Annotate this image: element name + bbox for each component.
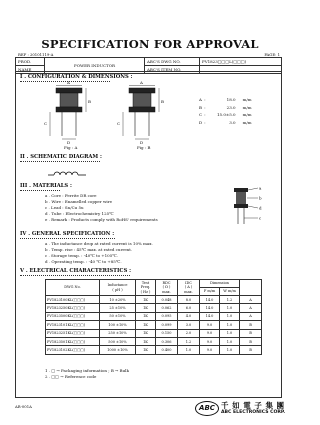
table-cell: 1.0 (220, 321, 240, 329)
name-label: NAME (16, 66, 45, 74)
table-cell: 3.0 (178, 321, 200, 329)
col-testfreq-header (136, 280, 156, 296)
table-cell: 4.0 (178, 312, 200, 320)
table-cell: 250 ±10% (100, 329, 136, 337)
col-idc-header (178, 280, 200, 296)
product-name: POWER INDUCTOR (45, 58, 145, 74)
table-cell: 6.0 (178, 304, 200, 312)
dim-key: C (199, 112, 203, 117)
general-spec-item: b . Temp. rise : 45℃ max. at rated current. (45, 247, 133, 252)
col-idc-max: max. (184, 289, 193, 294)
table-row (46, 337, 262, 345)
svg-text:d: d (259, 205, 262, 211)
fig-a-label-c: C (44, 121, 48, 126)
dimension-list (198, 96, 253, 126)
table-cell: 9.0 (200, 321, 220, 329)
table-row (46, 312, 262, 320)
table-cell: 1.0 (220, 346, 240, 354)
dim-value: 3.0 (229, 119, 236, 125)
table-cell: 0.095 (156, 312, 178, 320)
col-idc-label: IDC (185, 281, 192, 286)
dim-unit: m/m (242, 112, 252, 117)
section-electrical-heading: V . ELECTRICAL CHARACTERISTICS : (20, 268, 132, 274)
dimension-row: C : 15.0±5.0 m/m (199, 112, 252, 117)
table-row (46, 304, 262, 312)
fig-b-label-a: A (140, 80, 143, 85)
fig-b-label-b: B (161, 99, 164, 104)
table-cell: 1.0 (220, 312, 240, 320)
fig-a-caption: Fig : A (64, 145, 78, 150)
dimension-row: A : 18.0 m/m (199, 97, 252, 102)
electrical-table-body (46, 296, 262, 355)
col-testfreq-label2: Freq. (140, 285, 151, 290)
svg-text:a: a (259, 186, 262, 191)
table-cell: 14.0 (200, 304, 220, 312)
section-divider (20, 161, 100, 162)
table-cell: A (240, 312, 262, 320)
col-testfreq-label: Test (141, 281, 150, 286)
col-idc-unit: ( A ) (184, 285, 193, 290)
fig-b-label-c: C (117, 121, 121, 126)
col-rdc-header (156, 280, 178, 296)
table-cell: 1K (136, 296, 156, 304)
table-cell: 2.0 (178, 329, 200, 337)
col-rdc-unit: ( Ω ) (162, 285, 171, 290)
dimension-row: D : 3.0 m/m (199, 119, 252, 125)
table-cell: PV1823250KL(□□□) (46, 304, 100, 312)
table-cell: PV1823102KL(□□□) (46, 346, 100, 354)
col-rdc-max: max. (162, 289, 171, 294)
table-row (46, 329, 262, 337)
col-f-header: F m/m (200, 288, 220, 296)
col-rdc-label: RDC (162, 281, 171, 286)
section-divider (20, 81, 110, 82)
col-inductance-header (100, 280, 136, 296)
table-cell: 1.0 (220, 329, 240, 337)
material-item: c . Lead : Sn/Cu 5u (45, 205, 84, 210)
table-cell: 0.099 (156, 321, 178, 329)
general-spec-item: c . Storage temp. : -40℃ to +105℃. (45, 253, 119, 258)
table-row (46, 346, 262, 354)
dim-key: B (199, 104, 202, 110)
page-title: SPECIFICATION FOR APPROVAL (41, 37, 259, 51)
table-cell: PV1823251KL(□□□) (46, 329, 100, 337)
table-cell: 0.048 (156, 296, 178, 304)
dwg-label: ABC'S DWG NO. (145, 58, 200, 66)
note-item: 1 . □ → Packaging information ; B → Bulk (45, 368, 129, 373)
table-cell: 1.0 (220, 304, 240, 312)
col-inductance-label: Inductance (107, 283, 128, 288)
svg-text:b: b (259, 195, 262, 201)
fig-a-label-d: D (67, 140, 71, 145)
section-materials-heading: III . MATERIALS : (20, 183, 72, 189)
dim-value: 15.0±5.0 (216, 112, 236, 117)
dim-value: 18.0 (226, 97, 236, 102)
ref-number: REF : 20101119-A (18, 52, 54, 57)
footer-code: AR-001A (15, 404, 32, 409)
general-spec-item: d . Operating temp. : -40 ℃ to +85℃. (45, 259, 122, 264)
section-general-heading: IV . GENERAL SPECIFICATION : (20, 231, 115, 237)
table-cell: 25 ±10% (100, 304, 136, 312)
table-cell: PV1823101KL(□□□) (46, 321, 100, 329)
table-cell: 1K (136, 346, 156, 354)
table-cell: 1K (136, 304, 156, 312)
component-materials-drawing (220, 186, 264, 226)
coil-schematic-icon (48, 165, 88, 179)
table-cell: 1.0 (220, 337, 240, 345)
table-cell: 0.306 (156, 337, 178, 345)
svg-text:c: c (259, 215, 262, 221)
table-cell: 0.062 (156, 304, 178, 312)
table-cell: 100 ±10% (100, 321, 136, 329)
fig-b-caption: Fig : B (137, 145, 151, 150)
section-divider (20, 190, 60, 191)
company-name-chinese: 千 如 電 子 集 團 (221, 401, 285, 410)
table-cell: 1000 ±10% (100, 346, 136, 354)
material-item: b . Wire : Enamelled copper wire (45, 199, 112, 204)
table-cell: 9.0 (200, 346, 220, 354)
table-cell: 8.0 (178, 296, 200, 304)
dim-unit: m/m (242, 97, 252, 102)
table-cell: 0.400 (156, 346, 178, 354)
material-item: d . Tube : Electrochemistry 125℃ (45, 211, 114, 216)
table-cell: 1.2 (178, 337, 200, 345)
col-inductance-unit: ( µH ) (112, 287, 123, 292)
section-config-heading: I . CONFIGURATION & DIMENSIONS : (20, 74, 133, 80)
section-divider (20, 275, 130, 276)
col-w-header: W m/m (220, 288, 240, 296)
figure-a-drawing (42, 84, 102, 144)
table-cell: B (240, 337, 262, 345)
table-cell: 1.0 (178, 346, 200, 354)
general-spec-item: a . The inductance drop at rated current is 10% max. (45, 241, 153, 246)
col-dwg-header: DWG No. (46, 280, 100, 296)
table-cell: 14.0 (200, 312, 220, 320)
dim-value: 23.0 (226, 104, 236, 110)
col-dimension-header: Dimension (200, 280, 240, 288)
table-cell: 1K (136, 329, 156, 337)
table-cell: PV1823100KL(□□□) (46, 296, 100, 304)
company-name-english: ABC ELECTRONICS CORP. (221, 410, 286, 415)
dim-unit: m/m (242, 104, 252, 110)
section-divider (20, 238, 115, 239)
table-cell: 1.2 (220, 296, 240, 304)
table-cell: 1K (136, 312, 156, 320)
col-testfreq-unit: ( Hz ) (140, 289, 151, 294)
fig-a-label-a: A (67, 80, 70, 85)
table-cell: A (240, 304, 262, 312)
dwg-value: PV1823□□□L(□□□) (200, 58, 282, 66)
prod-label: PROD. (16, 58, 45, 66)
table-cell: 1K (136, 321, 156, 329)
material-item: a . Core : Ferrite DR core (45, 193, 97, 198)
table-row (46, 296, 262, 304)
table-cell: B (240, 321, 262, 329)
dim-key: D (199, 119, 203, 125)
page-number: PAGE: 1 (264, 52, 280, 57)
table-cell: 10 ±20% (100, 296, 136, 304)
electrical-table (45, 279, 262, 355)
table-cell: B (240, 346, 262, 354)
table-row (46, 321, 262, 329)
section-schematic-heading: II . SCHEMATIC DIAGRAM : (20, 154, 102, 160)
fig-b-label-d: D (140, 140, 144, 145)
table-cell: 9.0 (200, 329, 220, 337)
table-header-row (46, 280, 262, 288)
table-cell: A (240, 296, 262, 304)
dim-unit: m/m (242, 119, 252, 125)
table-cell: PV1823500KL(□□□) (46, 312, 100, 320)
dim-key: A (199, 97, 202, 102)
table-cell: B (240, 329, 262, 337)
fig-a-label-b: B (88, 99, 91, 104)
col-fig-header (240, 280, 262, 296)
table-cell: 9.0 (200, 337, 220, 345)
table-cell: 0.150 (156, 329, 178, 337)
company-logo: ABC (195, 401, 219, 416)
table-cell: 1K (136, 337, 156, 345)
dimension-row: B : 23.0 m/m (199, 104, 252, 110)
item-label: ABC'S ITEM NO. (145, 66, 200, 74)
figure-b-drawing (115, 84, 175, 144)
note-item: 2 . □□ → Reference code (45, 374, 97, 379)
table-cell: 14.0 (200, 296, 220, 304)
table-cell: 50 ±10% (100, 312, 136, 320)
material-item: e . Remark : Products comply with RoHS' requirements (45, 217, 158, 222)
table-cell: PV1823501KL(□□□) (46, 337, 100, 345)
table-cell: 500 ±10% (100, 337, 136, 345)
